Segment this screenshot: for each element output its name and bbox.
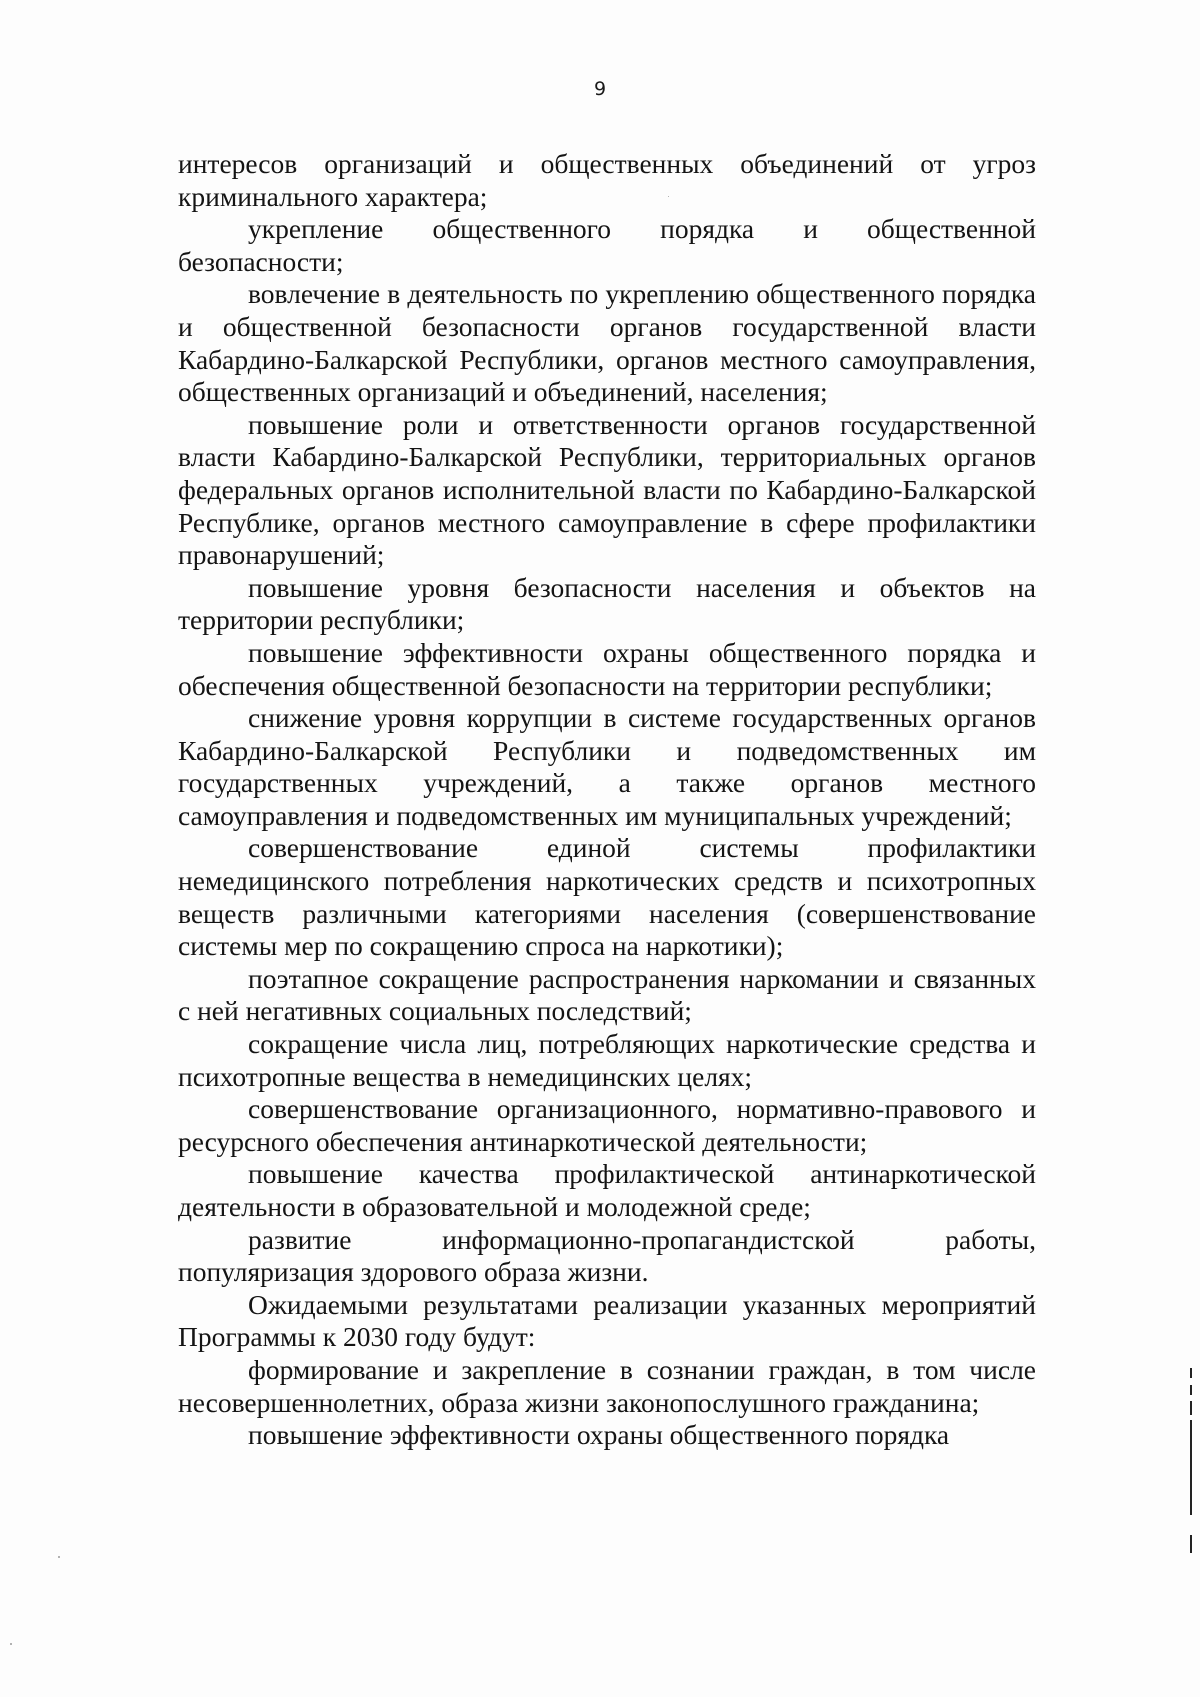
paragraph-continuation: интересов организаций и общественных объединений от угроз криминального характера; xyxy=(178,148,1036,212)
page-number: 9 xyxy=(593,78,607,100)
paragraph: совершенствование организационного, нормативно-правового и ресурсного обеспечения антинаркотической деятельности; xyxy=(178,1093,1036,1157)
paragraph: совершенствование единой системы профилактики немедицинского потребления наркотических средств и психотропных веществ различными категориями населения (совершенствование системы мер по сокращению спроса на наркотики); xyxy=(178,832,1036,962)
paragraph: повышение уровня безопасности населения и объектов на территории республики; xyxy=(178,571,1036,636)
paragraph: повышение качества профилактической антинаркотической деятельности в образовательной и молодежной среде; xyxy=(178,1158,1036,1222)
scan-edge-mark xyxy=(1190,1368,1192,1378)
scan-edge-mark xyxy=(1190,1385,1192,1395)
paragraph: Ожидаемыми результатами реализации указанных мероприятий Программы к 2030 году будут: xyxy=(178,1288,1036,1353)
scan-edge-mark xyxy=(1190,1420,1192,1515)
scan-speck xyxy=(58,1556,60,1558)
scan-edge-mark xyxy=(1190,1401,1192,1415)
paragraph: формирование и закрепление в сознании граждан, в том числе несовершеннолетних, образа жизни законопослушного гражданина; xyxy=(178,1353,1036,1418)
paragraph: укрепление общественного порядка и общественной безопасности; xyxy=(178,213,1036,277)
paragraph: повышение роли и ответственности органов государственной власти Кабардино-Балкарской Республики, территориальных органов федеральных органов исполнительной власти по Кабардино-Балкарской Республике, органов местного самоуправление в сфере профилактики правонарушений; xyxy=(178,408,1036,571)
scan-speck xyxy=(668,196,669,197)
scan-edge-mark xyxy=(1190,1535,1192,1553)
paragraph: повышение эффективности охраны общественного порядка и обеспечения общественной безопасности на территории республики; xyxy=(178,636,1036,701)
body-text xyxy=(178,148,1036,1452)
paragraph: вовлечение в деятельность по укреплению общественного порядка и общественной безопасности органов государственной власти Кабардино-Балкарской Республики, органов местного самоуправления, общественных организаций и объединений, населения; xyxy=(178,278,1036,408)
paragraph: развитие информационно-пропагандистской работы, популяризация здорового образа жизни. xyxy=(178,1223,1036,1288)
scan-speck xyxy=(10,1643,12,1645)
paragraph-truncated: повышение эффективности охраны общественного порядка xyxy=(248,1419,950,1451)
paragraph: поэтапное сокращение распространения наркомании и связанных с ней негативных социальных последствий; xyxy=(178,962,1036,1027)
paragraph: снижение уровня коррупции в системе государственных органов Кабардино-Балкарской Республики и подведомственных им государственных учреждений, а также органов местного самоуправления и подведомственных им муниципальных учреждений; xyxy=(178,702,1036,831)
paragraph: сокращение числа лиц, потребляющих наркотические средства и психотропные вещества в немедицинских целях; xyxy=(178,1028,1036,1092)
